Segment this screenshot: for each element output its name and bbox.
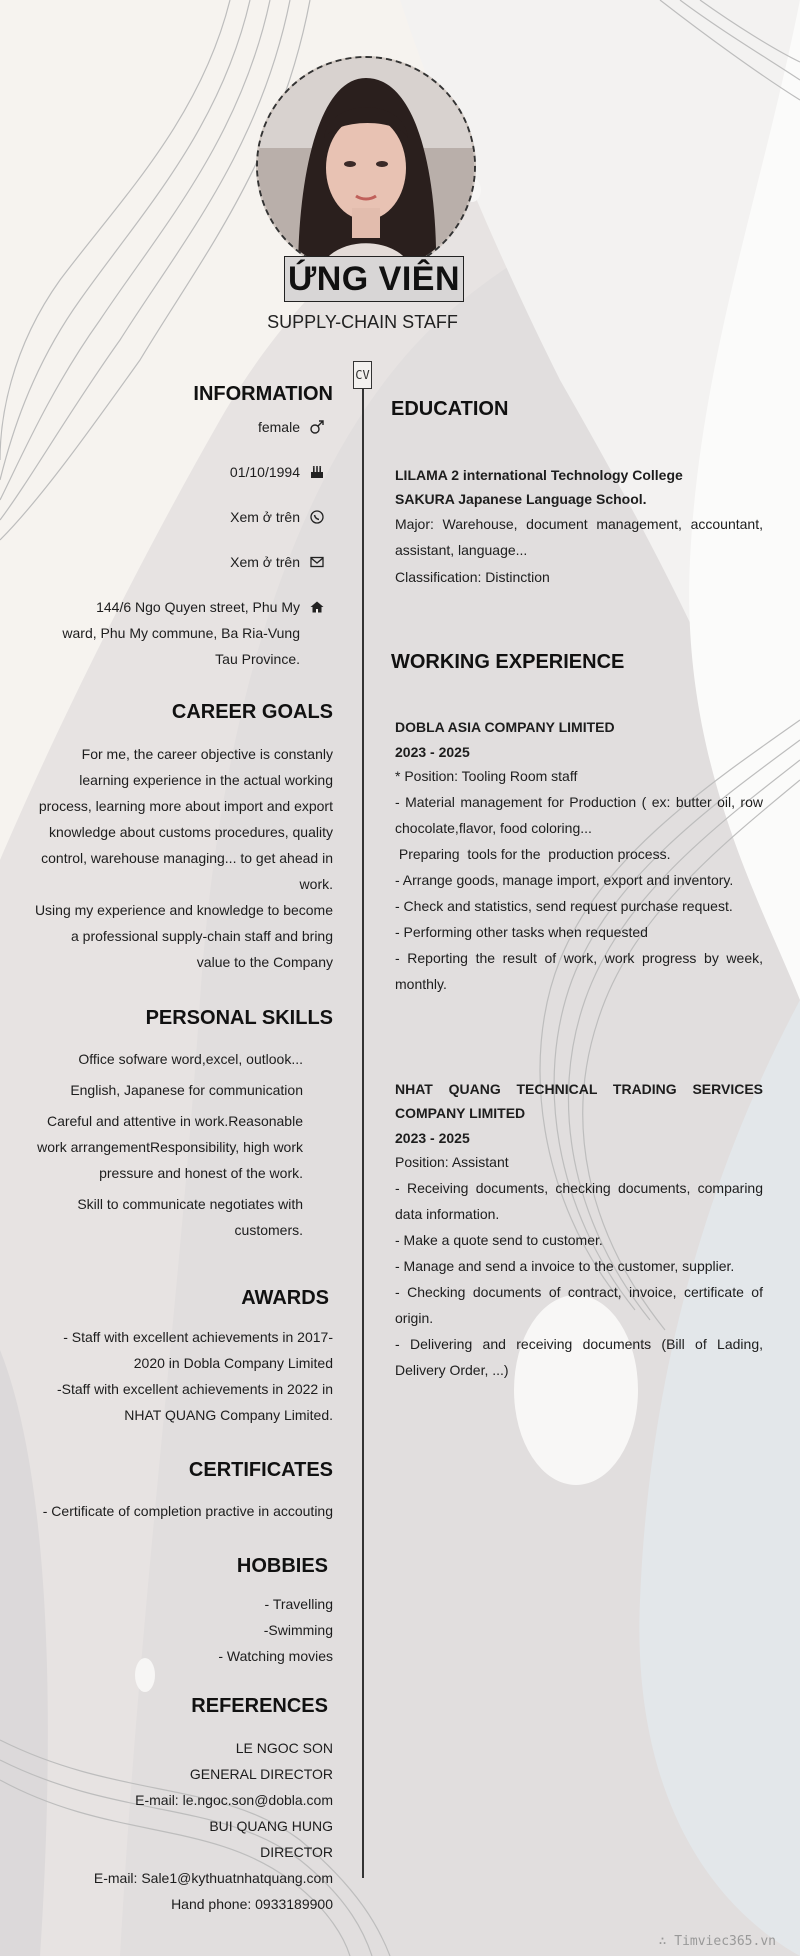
job1-period: 2023 - 2025 <box>395 744 470 760</box>
job1-line: - Material management for Production ( ex: butter oil, row <box>395 794 763 810</box>
award-line: NHAT QUANG Company Limited. <box>124 1407 333 1423</box>
job2-period: 2023 - 2025 <box>395 1130 470 1146</box>
phone-icon <box>309 509 331 529</box>
job2-line: - Manage and send a invoice to the customer, supplier. <box>395 1258 735 1274</box>
hobby-line: -Swimming <box>263 1622 333 1638</box>
reference-line: LE NGOC SON <box>235 1740 333 1756</box>
career-goals-line: value to the Company <box>196 954 333 970</box>
email-value: Xem ở trên <box>230 554 300 570</box>
reference-line: DIRECTOR <box>260 1844 333 1860</box>
job1-line: * Position: Tooling Room staff <box>395 768 578 784</box>
address-line-3: Tau Province. <box>215 651 300 667</box>
address-line-2: ward, Phu My commune, Ba Ria-Vung <box>62 625 300 641</box>
job2-line: - Checking documents of contract, invoice, certificate of <box>395 1284 763 1300</box>
career-goals-line: a professional supply-chain staff and bring <box>70 928 333 944</box>
skill-item: customers. <box>234 1222 303 1238</box>
skill-item: work arrangementResponsibility, high work <box>37 1139 303 1155</box>
reference-line: GENERAL DIRECTOR <box>189 1766 333 1782</box>
reference-line: Hand phone: 0933189900 <box>171 1896 333 1912</box>
education-major-line: assistant, language... <box>395 542 528 558</box>
birthday-cake-icon <box>309 464 331 484</box>
job2-line: origin. <box>395 1310 434 1326</box>
job2-line: Delivery Order, ...) <box>395 1362 509 1378</box>
certificate-line: - Certificate of completion practive in accouting <box>42 1503 333 1519</box>
hobby-line: - Travelling <box>264 1596 333 1612</box>
timeline-divider <box>362 376 364 1878</box>
job2-line: - Make a quote send to customer. <box>395 1232 603 1248</box>
hobby-line: - Watching movies <box>218 1648 333 1664</box>
job2-company-line: COMPANY LIMITED <box>395 1105 526 1121</box>
hobbies-heading: HOBBIES <box>236 1555 328 1577</box>
award-line: -Staff with excellent achievements in 2022 in <box>56 1381 333 1397</box>
job2-line: - Delivering and receiving documents (Bill of Lading, <box>395 1336 763 1352</box>
education-heading: EDUCATION <box>391 398 509 420</box>
awards-heading: AWARDS <box>241 1287 329 1309</box>
job1-line: monthly. <box>395 976 447 992</box>
home-icon <box>309 599 331 619</box>
certificates-heading: CERTIFICATES <box>188 1459 333 1481</box>
personal-skills-heading: PERSONAL SKILLS <box>145 1007 333 1029</box>
references-heading: REFERENCES <box>191 1695 328 1717</box>
skill-item: Office sofware word,excel, outlook... <box>78 1051 303 1067</box>
gender-value: female <box>257 419 300 435</box>
skill-item: pressure and honest of the work. <box>99 1165 303 1181</box>
career-goals-line: For me, the career objective is constanly <box>81 746 333 762</box>
education-classification: Classification: Distinction <box>395 569 550 585</box>
award-line: 2020 in Dobla Company Limited <box>133 1355 333 1371</box>
cv-badge: CV <box>353 361 372 389</box>
phone-value: Xem ở trên <box>230 509 300 525</box>
watermark: ∴ Timviec365.vn <box>658 1934 776 1949</box>
birthdate-value: 01/10/1994 <box>229 464 300 480</box>
career-goals-line: Using my experience and knowledge to become <box>34 902 333 918</box>
job2-line: data information. <box>395 1206 500 1222</box>
skill-item: Careful and attentive in work.Reasonable <box>46 1113 303 1129</box>
job-title: SUPPLY-CHAIN STAFF <box>267 312 458 332</box>
career-goals-line: knowledge about customs procedures, quality <box>48 824 333 840</box>
skill-item: English, Japanese for communication <box>70 1082 303 1098</box>
education-school-1: LILAMA 2 international Technology College <box>395 467 683 483</box>
job1-line: - Arrange goods, manage import, export and inventory. <box>395 872 734 888</box>
job2-company-line: NHAT QUANG TECHNICAL TRADING SERVICES <box>395 1081 763 1097</box>
address-line-1: 144/6 Ngo Quyen street, Phu My <box>96 599 300 615</box>
reference-line: BUI QUANG HUNG <box>209 1818 333 1834</box>
reference-line: E-mail: Sale1@kythuatnhatquang.com <box>93 1870 333 1886</box>
job1-line: - Check and statistics, send request purchase request. <box>395 898 733 914</box>
education-school-2: SAKURA Japanese Language School. <box>395 491 647 507</box>
working-experience-heading: WORKING EXPERIENCE <box>391 651 625 673</box>
career-goals-line: work. <box>299 876 333 892</box>
job2-line: - Receiving documents, checking documents, comparing <box>395 1180 763 1196</box>
reference-line: E-mail: le.ngoc.son@dobla.com <box>135 1792 333 1808</box>
job1-line: - Reporting the result of work, work progress by week, <box>395 950 763 966</box>
gender-icon <box>309 419 331 439</box>
career-goals-line: process, learning more about import and export <box>38 798 333 814</box>
job1-company: DOBLA ASIA COMPANY LIMITED <box>395 719 615 735</box>
skill-item: Skill to communicate negotiates with <box>77 1196 303 1212</box>
job1-line: Preparing tools for the production process. <box>395 846 671 862</box>
profile-portrait <box>258 58 474 274</box>
job1-line: chocolate,flavor, food coloring... <box>395 820 592 836</box>
career-goals-line: control, warehouse managing... to get ahead in <box>41 850 333 866</box>
career-goals-heading: CAREER GOALS <box>171 701 333 723</box>
profile-photo <box>256 56 476 276</box>
career-goals-line: learning experience in the actual working <box>79 772 333 788</box>
candidate-name: ỨNG VIÊN <box>284 256 464 302</box>
job1-line: - Performing other tasks when requested <box>395 924 648 940</box>
job2-line: Position: Assistant <box>395 1154 509 1170</box>
award-line: - Staff with excellent achievements in 2017- <box>63 1329 333 1345</box>
information-heading: INFORMATION <box>193 383 333 405</box>
envelope-icon <box>309 554 331 574</box>
education-major-line: Major: Warehouse, document management, accountant, <box>395 516 763 532</box>
